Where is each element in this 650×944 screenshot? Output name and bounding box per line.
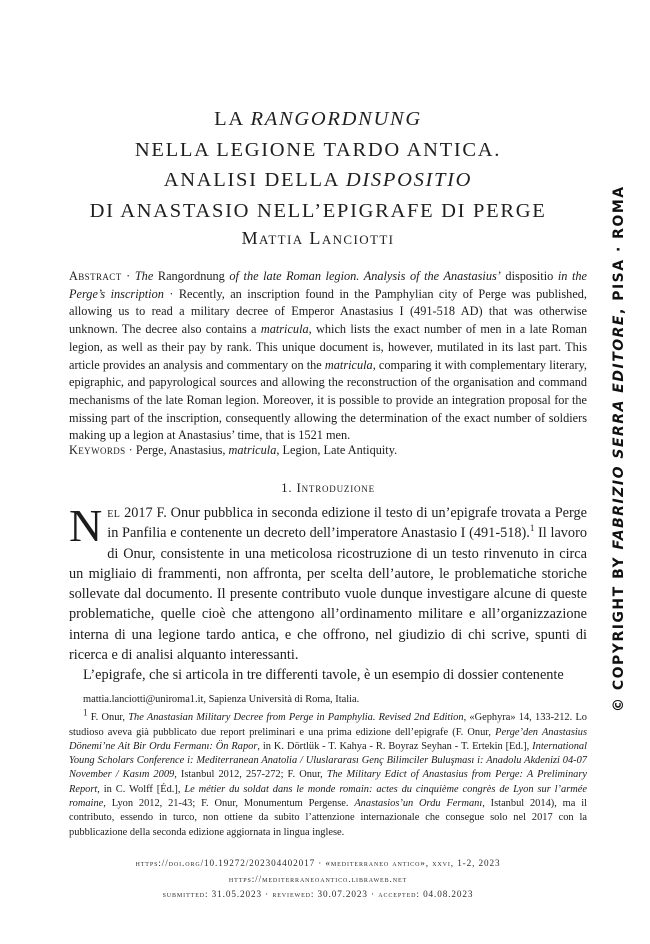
abstract-label: Abstract: [69, 269, 122, 283]
footnote-text: International Young Scholars Conference i: Mediterranean Anatolia / Uluslararası Genç Bilimciler Buluşması i: Anadolu Akdenizi 04-07 November / Kasım 2009: [69, 740, 588, 781]
keywords-label: Keywords: [69, 443, 126, 457]
title-text: LA: [214, 108, 251, 130]
footnote-text: , Istanbul 2014), ma il contributo, essendo in turco, non ottiene da subito l’attenzione internazionale che consegue solo nel 2017 con la pubblicazione della seconda edizione aggiornata in lingua inglese.: [69, 798, 587, 838]
paragraph-lead: el: [107, 505, 121, 521]
keywords: [69, 442, 587, 460]
author-affiliation: mattia.lanciotti@uniroma1.it, Sapienza Università di Roma, Italia.: [83, 694, 360, 705]
title-line-4: DI ANASTASIO NELL’EPIGRAFE DI PERGE: [89, 199, 547, 222]
abstract-text: , which lists the exact number of men in a late Roman legion, as well as their pay by rank. This unique document is, however, mutilated in its last part. This article provides an analysis and commentary on the: [69, 322, 588, 372]
abstract-text: in the Perge’s inscription: [69, 269, 588, 301]
copyright-publisher: FABRIZIO SERRA EDITORE: [611, 314, 627, 550]
body-text: [69, 500, 587, 686]
footnote-text: , Lyon 2012, 21-43; F. Onur, Monumentum Pergense.: [103, 798, 355, 810]
footnote-text: F. Onur,: [87, 712, 129, 724]
title-line-1: [62, 104, 574, 135]
title-italic: RANGORDNUNG: [250, 108, 422, 130]
abstract-text: dispositio: [500, 269, 558, 283]
abstract-text: The: [134, 269, 154, 283]
copyright-prefix: © COPYRIGHT BY: [611, 549, 627, 712]
paragraph-text: 2017 F. Onur pubblica in seconda edizione il testo di un’epigrafe trovata a Perge in Panfilia e contenente un decreto dell’imperatore Anastasio I (491-518).: [107, 505, 587, 542]
footnote-number: 1: [83, 707, 88, 718]
separator: ·: [121, 269, 135, 283]
footnote-text: , «Gephyra» 14, 133-212. Lo studioso aveva già pubblicato due report preliminari e una prima edizione dell’epigrafe (F. Onur,: [69, 712, 587, 738]
author-name: Mattia Lanciotti: [241, 228, 395, 248]
copyright-notice: [607, 185, 631, 712]
abstract-text: matricula: [260, 322, 309, 337]
keywords-text: , Legion, Late Antiquity.: [276, 443, 398, 457]
submission-dates: submitted: 31.05.2023 · reviewed: 30.07.2023 · accepted: 04.08.2023: [162, 889, 474, 899]
copyright-text: [607, 185, 631, 712]
drop-cap: N: [69, 500, 103, 551]
footnote-text: Anastasios’un Ordu Fermanı: [354, 798, 483, 810]
doi-link[interactable]: https://doi.org/10.19272/202304402017 · «mediterraneo antico», xxvi, 1-2, 2023: [135, 858, 501, 868]
copyright-suffix: , PISA · ROMA: [611, 185, 627, 314]
title-line-2: NELLA LEGIONE TARDO ANTICA.: [134, 138, 502, 161]
footnote-text: Perge’den Anastasius Dönemi’ne Ait Bir Ordu Fermanı: Ön Rapor: [69, 726, 587, 752]
footnote-text: , in K. Dörtlük - T. Kahya - R. Boyraz Seyhan - T. Ertekin [Ed.],: [257, 740, 533, 752]
abstract-text: , comparing it with complementary literary, epigraphic, and papyrological sources and allowing the reconstruction of the organisation and command mechanisms of the late Roman legion. Moreover, it is possible to provide an integration proposal for the missing part of the inscription, consequently allowing the determination of the exact number of soldiers making up a legion at Anastasius’ time, that is 1521 men.: [69, 357, 587, 443]
section-heading: 1. Introduzione: [281, 480, 375, 495]
abstract-text: · Recently, an inscription found in the Pamphylian city of Perge was published, allowing us to read a military decree of Emperor Anastasius I (491-518 AD) that was otherwise unknown. The decree also contains a: [69, 286, 588, 337]
title-line-3: [62, 165, 574, 196]
footnote-text: , in C. Wolff [Éd.],: [97, 783, 185, 795]
abstract-text: Rangordnung: [153, 269, 230, 283]
page-footer: [62, 856, 574, 903]
abstract-text: matricula: [324, 357, 373, 372]
paragraph-text: Il lavoro di Onur, consistente in una meticolosa ricostruzione di un testo rinvenuto in circa un migliaio di frammenti, non affronta, per scelta dell’autore, le problematiche storiche sollevate dal documento. Il presente contributo vuole dunque investigare alcune di queste problematiche, quelle cioè che attengono all’ordinamento militare e all’organizzazione interna di una legione tardo antica, e che offrono, nel giudizio di chi scrive, spunti di ricerca e di analisi alquanto interessanti.: [69, 525, 587, 664]
separator: ·: [125, 443, 136, 457]
footnote-ref[interactable]: 1: [529, 523, 535, 534]
footnote-text: The Anastasian Military Decree from Perge in Pamphylia. Revised 2nd Edition: [128, 712, 464, 724]
title-text: ANALISI DELLA: [163, 169, 346, 191]
footnote-text: , Istanbul 2012, 257-272; F. Onur,: [174, 769, 327, 781]
keywords-text: matricula: [228, 443, 277, 457]
journal-url-link[interactable]: https://mediterraneoantico.libraweb.net: [228, 873, 408, 884]
paragraph-2: L’epigrafe, che si articola in tre differenti tavole, è un esempio di dossier contenente: [83, 667, 564, 684]
abstract-text: of the late Roman legion. Analysis of the Anastasius’: [229, 269, 501, 283]
article-title: [62, 104, 574, 226]
footnote-text: The Military Edict of Anastasius from Perge: A Preliminary Report: [69, 769, 587, 795]
footnote-1: [69, 707, 588, 840]
footnotes: [69, 693, 587, 844]
paragraph-1: [69, 500, 587, 665]
keywords-text: Perge, Anastasius,: [135, 443, 229, 457]
abstract: [69, 268, 587, 445]
footnote-text: Le métier du soldat dans le monde romain: actes du cinquième congrès de Lyon sur l’armée romaine: [69, 783, 587, 810]
title-italic: DISPOSITIO: [345, 169, 473, 191]
